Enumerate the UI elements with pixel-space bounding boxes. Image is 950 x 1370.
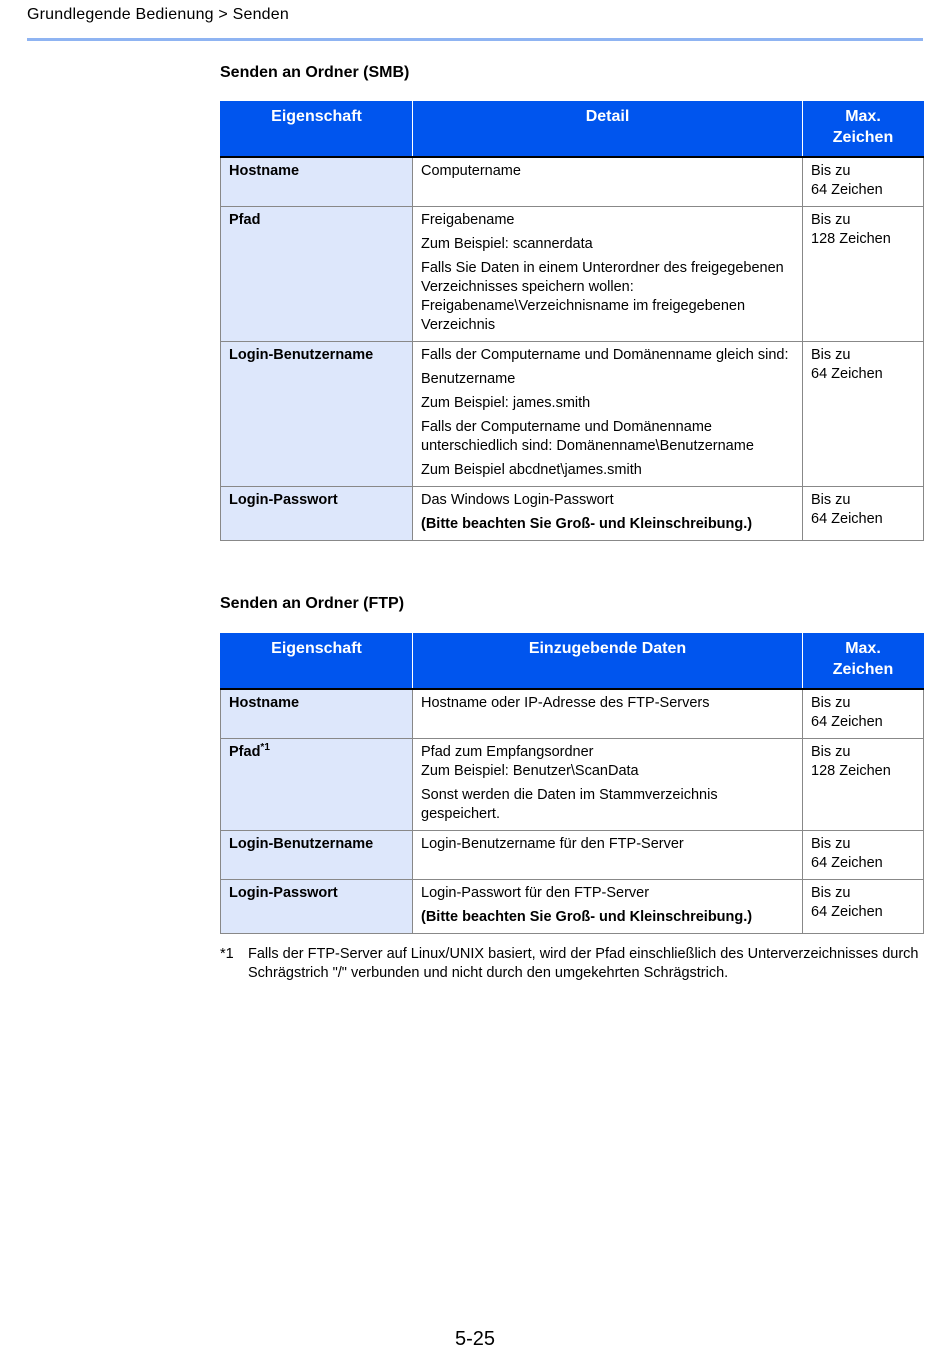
max-chars-value: 128 Zeichen <box>811 231 891 247</box>
table-row <box>221 739 924 831</box>
detail-text: Login-Passwort für den FTP-Server <box>421 885 650 901</box>
column-header-max-line2: Zeichen <box>832 129 894 146</box>
detail-text: Benutzername <box>421 371 516 387</box>
detail-text: Das Windows Login-Passwort <box>421 492 614 508</box>
column-header-input-data: Einzugebende Daten <box>413 633 803 689</box>
row-max-chars <box>803 487 924 541</box>
max-chars-value: 64 Zeichen <box>811 511 883 527</box>
max-chars-value: 64 Zeichen <box>811 904 883 920</box>
row-max-chars <box>803 342 924 487</box>
max-chars-prefix: Bis zu <box>811 492 851 508</box>
detail-text: Falls der Computername und Domänenname gleich sind: <box>421 347 789 363</box>
column-header-detail: Detail <box>413 101 803 157</box>
row-property: Login-Passwort <box>221 880 413 934</box>
page-number: 5-25 <box>454 1328 496 1350</box>
row-detail <box>413 880 803 934</box>
detail-text: Freigabename <box>421 212 515 228</box>
breadcrumb: Grundlegende Bedienung > Senden <box>27 6 289 23</box>
smb-table-header <box>221 101 924 157</box>
detail-text: Zum Beispiel abcdnet\james.smith <box>421 462 642 478</box>
row-property: Login-Passwort <box>221 487 413 541</box>
header-rule <box>27 38 923 41</box>
row-detail <box>413 487 803 541</box>
table-row <box>221 689 924 739</box>
detail-text: Zum Beispiel: scannerdata <box>421 236 593 252</box>
footnote <box>220 945 920 983</box>
case-sensitivity-note: (Bitte beachten Sie Groß- und Kleinschreibung.) <box>421 516 753 532</box>
max-chars-prefix: Bis zu <box>811 347 851 363</box>
row-property: Login-Benutzername <box>221 831 413 880</box>
max-chars-value: 64 Zeichen <box>811 855 883 871</box>
max-chars-value: 64 Zeichen <box>811 714 883 730</box>
detail-text: Falls Sie Daten in einem Unterordner des freigegebenen Verzeichnisses speichern wollen: Freigabename\Verzeichnisname im freigegebenen Verzeichnis <box>421 260 784 333</box>
detail-text: Hostname oder IP-Adresse des FTP-Servers <box>421 695 710 711</box>
section-title-smb: Senden an Ordner (SMB) <box>220 64 410 81</box>
footnote-text: Falls der FTP-Server auf Linux/UNIX basiert, wird der Pfad einschließlich des Unterverzeichnisses durch Schrägstrich "/" verbunden und nicht durch den umgekehrten Schrägstrich. <box>248 946 919 981</box>
max-chars-prefix: Bis zu <box>811 695 851 711</box>
column-header-max-line1: Max. <box>845 640 881 657</box>
max-chars-prefix: Bis zu <box>811 885 851 901</box>
footnote-reference: *1 <box>260 742 270 754</box>
column-header-max-chars <box>803 101 924 157</box>
ftp-table-header <box>221 633 924 689</box>
row-max-chars <box>803 831 924 880</box>
row-max-chars <box>803 157 924 207</box>
max-chars-prefix: Bis zu <box>811 163 851 179</box>
detail-text <box>421 743 794 781</box>
max-chars-prefix: Bis zu <box>811 744 851 760</box>
row-detail <box>413 689 803 739</box>
row-max-chars <box>803 207 924 342</box>
row-detail <box>413 342 803 487</box>
detail-text: Zum Beispiel: james.smith <box>421 395 591 411</box>
row-detail <box>413 831 803 880</box>
row-max-chars <box>803 739 924 831</box>
column-header-max-chars <box>803 633 924 689</box>
ftp-table <box>220 633 924 934</box>
table-row <box>221 342 924 487</box>
row-detail <box>413 739 803 831</box>
property-label: Pfad <box>229 744 261 760</box>
section-title-ftp: Senden an Ordner (FTP) <box>220 595 405 612</box>
column-header-max-line2: Zeichen <box>832 661 894 678</box>
smb-table <box>220 101 924 541</box>
row-property: Hostname <box>221 689 413 739</box>
table-row <box>221 157 924 207</box>
footnote-mark: *1 <box>220 946 234 962</box>
max-chars-prefix: Bis zu <box>811 212 851 228</box>
table-row <box>221 487 924 541</box>
row-detail <box>413 157 803 207</box>
row-max-chars <box>803 689 924 739</box>
column-header-property: Eigenschaft <box>221 101 413 157</box>
row-property: Login-Benutzername <box>221 342 413 487</box>
column-header-property: Eigenschaft <box>221 633 413 689</box>
row-detail <box>413 207 803 342</box>
row-property <box>221 739 413 831</box>
max-chars-value: 64 Zeichen <box>811 182 883 198</box>
detail-line: Pfad zum Empfangsordner <box>421 744 594 760</box>
detail-text: Login-Benutzername für den FTP-Server <box>421 836 684 852</box>
column-header-max-line1: Max. <box>845 108 881 125</box>
case-sensitivity-note: (Bitte beachten Sie Groß- und Kleinschreibung.) <box>421 909 753 925</box>
detail-text: Computername <box>421 163 521 179</box>
row-max-chars <box>803 880 924 934</box>
row-property: Pfad <box>221 207 413 342</box>
row-property: Hostname <box>221 157 413 207</box>
max-chars-prefix: Bis zu <box>811 836 851 852</box>
detail-line: Zum Beispiel: Benutzer\ScanData <box>421 763 639 779</box>
max-chars-value: 64 Zeichen <box>811 366 883 382</box>
detail-text: Falls der Computername und Domänenname unterschiedlich sind: Domänenname\Benutzername <box>421 419 754 454</box>
table-row <box>221 831 924 880</box>
table-row <box>221 207 924 342</box>
max-chars-value: 128 Zeichen <box>811 763 891 779</box>
table-row <box>221 880 924 934</box>
detail-text: Sonst werden die Daten im Stammverzeichnis gespeichert. <box>421 787 718 822</box>
